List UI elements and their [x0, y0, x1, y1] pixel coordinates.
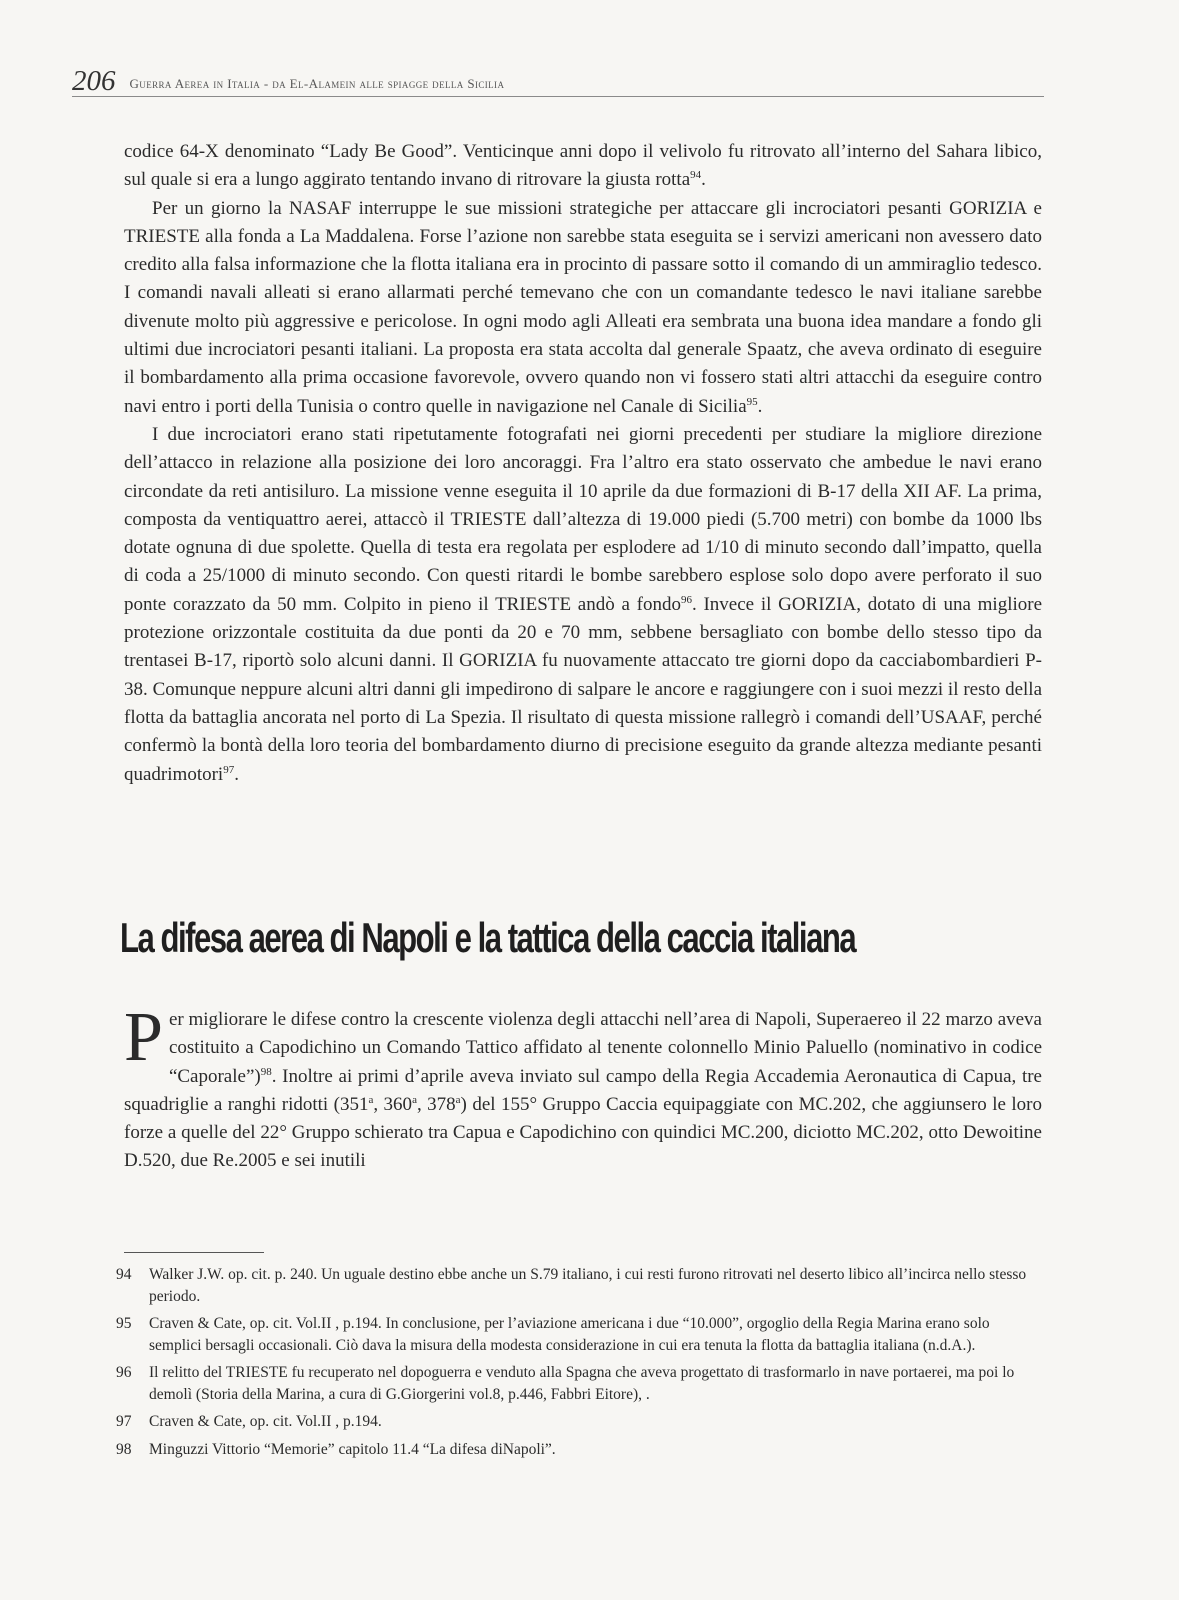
footnote-number: 95 [116, 1315, 132, 1332]
footnote-98 [116, 1439, 1046, 1461]
section-text [124, 999, 1042, 1176]
footnote-text: Minguzzi Vittorio “Memorie” capitolo 11.4 “La difesa diNapoli”. [149, 1440, 556, 1458]
running-title: Guerra Aerea in Italia - da El-Alamein alle spiagge della Sicilia [129, 76, 505, 91]
footnote-ref-97: 97 [223, 763, 235, 776]
section-text-a: er migliorare le difese contro la crescente violenza degli attacchi nell’area di Napoli, Superaereo il 22 marzo aveva costituito a Capodichino un Comando Tattico affidato al tenente colonnello Minio Paluello (nominativo in codice “Caporale”) [168, 1009, 1042, 1087]
footnote-97 [116, 1411, 1046, 1433]
squadriglia-sup-2: a [412, 1093, 417, 1106]
paragraph-3-text-a: I due incrociatori erano stati ripetutamente fotografati nei giorni precedenti per studiare la migliore direzione dell’attacco in relazione alla posizione dei loro ancoraggi. Fra l’altro era stato osservato che ambedue le navi erano circondate da reti antisiluro. La missione venne eseguita il 10 aprile da due formazioni di B-17 della XII AF. La prima, composta da ventiquattro aerei, attaccò il TRIESTE dall’altezza di 19.000 piedi (5.700 metri) con bombe da 1000 lbs dotate ognuna di due spolette. Quella di testa era regolata per esplodere ad 1/10 di minuto secondo dall’impatto, quella di coda a 25/1000 di minuto secondo. Con questi ritardi le bombe sarebbero esplose solo dopo avere perforato il suo ponte corazzato da 50 mm. Colpito in pieno il TRIESTE andò a fondo [124, 423, 1042, 615]
paragraph-1-end: . [701, 169, 706, 191]
footnote-text: Il relitto del TRIESTE fu recuperato nel dopoguerra e venduto alla Spagna che aveva progettato di trasformarlo in nave portaerei, ma poi lo demolì (Storia della Marina, a cura di G.Giorgerini vol.8, p.446, Fabbri Eitore), . [149, 1364, 1015, 1403]
squadriglia-sup-3: a [455, 1093, 461, 1106]
footnote-94 [116, 1264, 1046, 1307]
paragraph-2-text: Per un giorno la NASAF interruppe le sue missioni strategiche per attaccare gli incrociatori pesanti GORIZIA e TRIESTE alla fonda a La Maddalena. Forse l’azione non sarebbe stata eseguita se i servizi americani non avessero dato credito alla falsa informazione che la flotta italiana era in procinto di passare sotto il comando di un ammiraglio tedesco. I comandi navali alleati si erano allarmati perché temevano che con un comandante tedesco le navi italiane sarebbe divenute molto più aggressive e pericolose. In ogni modo agli Alleati era sembrata una buona idea mandare a fondo gli ultimi due incrociatori pesanti italiani. La proposta era stata accolta dal generale Spaatz, che aveva ordinato di eseguire il bombardamento alla prima occasione favorevole, ovvero quando non vi fossero stati altri attacchi da eseguire contro navi entro i porti della Tunisia o contro quelle in navigazione nel Canale di Sicilia [124, 197, 1042, 417]
footnote-number: 97 [116, 1413, 132, 1430]
paragraph-3-end: . [234, 763, 239, 785]
footnote-number: 98 [116, 1440, 132, 1458]
page-number: 206 [72, 65, 116, 97]
footnotes [116, 1264, 1046, 1466]
paragraph-3 [124, 421, 1042, 789]
footnote-ref-96: 96 [680, 593, 692, 606]
footnote-text: Walker J.W. op. cit. p. 240. Un uguale destino ebbe anche un S.79 italiano, i cui resti furono ritrovati nel deserto libico all’incirca nello stesso periodo. [149, 1266, 1027, 1305]
footnote-95 [116, 1313, 1046, 1356]
footnote-number: 94 [116, 1266, 132, 1283]
body-text [124, 138, 1042, 789]
section-text-d: , 378 [416, 1093, 456, 1115]
drop-cap: P [124, 999, 163, 1076]
paragraph-1-text: codice 64-X denominato “Lady Be Good”. Venticinque anni dopo il velivolo fu ritrovato all’interno del Sahara libico, sul quale si era a lungo aggirato tentando invano di ritrovare la giusta rotta [124, 141, 1042, 191]
footnote-text: Craven & Cate, op. cit. Vol.II , p.194. In conclusione, per l’aviazione americana i due “10.000”, orgoglio della Regia Marina erano solo semplici bersagli occasionali. Ciò dava la misura della modesta considerazione in cui era tenuta la flotta da battaglia italiana (n.d.A.). [149, 1315, 990, 1354]
paragraph-1 [124, 138, 1042, 195]
running-header [72, 62, 1044, 97]
footnote-ref-94: 94 [690, 169, 702, 182]
section-text-b: . Inoltre ai primi d’aprile aveva inviato sul campo della Regia Accademia Aeronautica di Capua, tre squadriglie a ranghi ridotti (351 [124, 1065, 1042, 1115]
squadriglia-sup-1: a [368, 1093, 374, 1106]
section-paragraph-1 [124, 999, 1042, 1176]
footnote-ref-95: 95 [746, 395, 758, 408]
paragraph-2-end: . [757, 395, 763, 417]
section-text-c: , 360 [373, 1093, 413, 1115]
section-heading: La difesa aerea di Napoli e la tattica della caccia italiana [120, 914, 856, 961]
section-text-e: ) del 155° Gruppo Caccia equipaggiate con MC.202, che aggiunsero le loro forze a quelle del 22° Gruppo schierato tra Capua e Capodichino con quindici MC.200, diciotto MC.202, otto Dewoitine D.520, due Re.2005 e sei inutili [124, 1093, 1042, 1172]
footnote-96 [116, 1362, 1046, 1405]
footnote-text: Craven & Cate, op. cit. Vol.II , p.194. [149, 1413, 382, 1430]
footnote-divider [124, 1252, 264, 1253]
footnote-number: 96 [116, 1364, 132, 1381]
paragraph-2 [124, 195, 1042, 421]
footnote-ref-98: 98 [260, 1065, 272, 1078]
paragraph-3-text-b: . Invece il GORIZIA, dotato di una migliore protezione orizzontale costituita da due ponti da 20 e 70 mm, sebbene bersagliato con bombe dello stesso tipo da trentasei B-17, riportò solo alcuni danni. Il GORIZIA fu nuovamente attaccato tre giorni dopo da cacciabombardieri P-38. Comunque neppure alcuni altri danni gli impedirono di salpare le ancore e raggiungere con i suoi mezzi il resto della flotta da battaglia ancorata nel porto di La Spezia. Il risultato di questa missione rallegrò i comandi dell’USAAF, perché confermò la bontà della loro teoria del bombardamento diurno di precisione eseguito da grande altezza mediante pesanti quadrimotori [124, 593, 1043, 785]
